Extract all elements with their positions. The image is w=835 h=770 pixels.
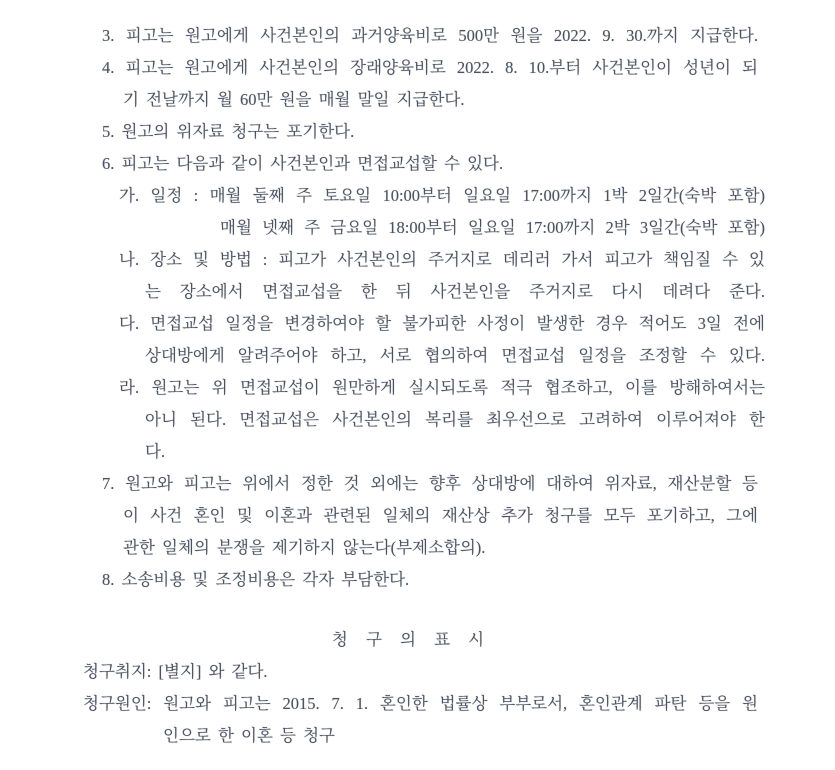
- settlement-item-7-line-2: 이 사건 혼인 및 이혼과 관련된 일체의 재산상 추가 청구를 모두 포기하고, 그에: [123, 506, 758, 525]
- settlement-item-5: 5. 원고의 위자료 청구는 포기한다.: [102, 122, 355, 141]
- settlement-item-6-ga-line-1: 가. 일정 : 매월 둘째 주 토요일 10:00부터 일요일 17:00까지 1박 2일간(숙박 포함): [119, 186, 765, 205]
- settlement-item-4-line-1: 4. 피고는 원고에게 사건본인의 장래양육비로 2022. 8. 10.부터 사건본인이 성년이 되: [102, 58, 758, 77]
- claim-cause-line-1: 청구원인: 원고와 피고는 2015. 7. 1. 혼인한 법률상 부부로서, 혼인관계 파탄 등을 원: [83, 694, 758, 713]
- claim-purport-line: 청구취지: [별지] 와 같다.: [83, 662, 268, 681]
- settlement-item-6-ra-line-2: 아니 된다. 면접교섭은 사건본인의 복리를 최우선으로 고려하여 이루어져야 한: [145, 410, 765, 429]
- settlement-item-6-ga-line-2: 매월 넷째 주 금요일 18:00부터 일요일 17:00까지 2박 3일간(숙박 포함): [220, 218, 765, 237]
- settlement-item-6-da-line-1: 다. 면접교섭 일정을 변경하여야 할 불가피한 사정이 발생한 경우 적어도 3일 전에: [119, 314, 765, 333]
- settlement-item-4-line-2: 기 전날까지 월 60만 원을 매월 말일 지급한다.: [123, 90, 465, 109]
- settlement-item-6-na-line-2: 는 장소에서 면접교섭을 한 뒤 사건본인을 주거지로 다시 데려다 준다.: [145, 282, 765, 301]
- settlement-item-7-line-3: 관한 일체의 분쟁을 제기하지 않는다(부제소합의).: [123, 538, 486, 557]
- settlement-item-6-ra-line-3: 다.: [145, 442, 166, 461]
- settlement-item-6-ra-line-1: 라. 원고는 위 면접교섭이 원만하게 실시되도록 적극 협조하고, 이를 방해하여서는: [119, 378, 765, 397]
- settlement-item-6-na-line-1: 나. 장소 및 방법 : 피고가 사건본인의 주거지로 데리러 가서 피고가 책임질 수 있: [119, 250, 765, 269]
- settlement-item-7-line-1: 7. 원고와 피고는 위에서 정한 것 외에는 향후 상대방에 대하여 위자료, 재산분할 등: [102, 474, 758, 493]
- claim-section-title: 청 구 의 표 시: [331, 630, 489, 649]
- settlement-item-3: 3. 피고는 원고에게 사건본인의 과거양육비로 500만 원을 2022. 9. 30.까지 지급한다.: [102, 26, 758, 45]
- settlement-item-6: 6. 피고는 다음과 같이 사건본인과 면접교섭할 수 있다.: [102, 154, 504, 173]
- settlement-item-6-da-line-2: 상대방에게 알려주어야 하고, 서로 협의하여 면접교섭 일정을 조정할 수 있다.: [145, 346, 765, 365]
- claim-cause-line-2: 인으로 한 이혼 등 청구: [163, 726, 335, 745]
- settlement-item-8: 8. 소송비용 및 조정비용은 각자 부담한다.: [102, 570, 410, 589]
